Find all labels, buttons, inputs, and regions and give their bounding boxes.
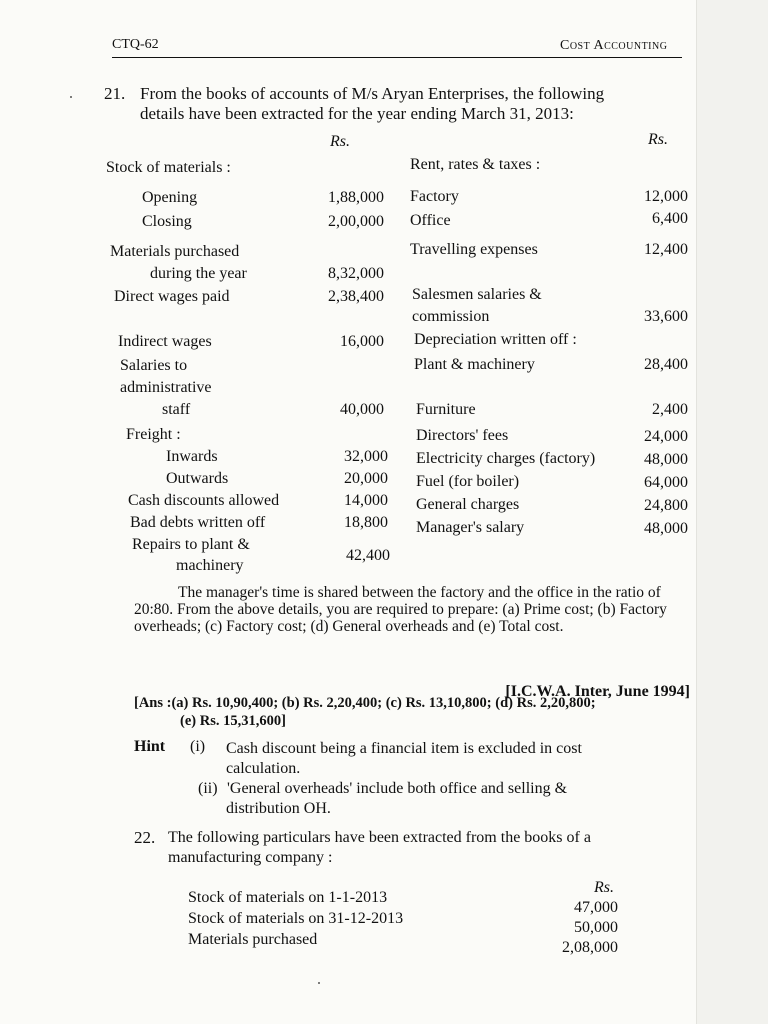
exam-source: [I.C.W.A. Inter, June 1994] <box>505 683 690 700</box>
bad-debts-value: 18,800 <box>344 514 388 531</box>
hint-label: Hint <box>134 738 166 755</box>
inwards-value: 32,000 <box>344 448 388 465</box>
plant-machinery-value: 28,400 <box>644 356 688 373</box>
q22-col-head: Rs. <box>594 879 614 896</box>
materials-purchased-label-2: during the year <box>150 265 247 282</box>
q22-row-value: 50,000 <box>574 919 618 936</box>
hint-1-line1: Cash discount being a financial item is excluded in cost <box>226 740 582 757</box>
q22-row-label: Stock of materials on 31-12-2013 <box>188 910 404 927</box>
materials-purchased-label: Materials purchased <box>110 243 240 260</box>
depreciation-label: Depreciation written off : <box>414 331 577 348</box>
question-22-line1: The following particulars have been extracted from the books of a <box>168 829 591 846</box>
repairs-label-1: Repairs to plant & <box>132 536 250 553</box>
opening-value: 1,88,000 <box>328 189 384 206</box>
fuel-value: 64,000 <box>644 474 688 491</box>
hint-1-line2: calculation. <box>226 760 301 777</box>
answer-line-1: [Ans :(a) Rs. 10,90,400; (b) Rs. 2,20,400; (c) Rs. 13,10,800; (d) Rs. 2,20,800; <box>134 695 596 711</box>
page-edge <box>696 0 768 1024</box>
repairs-label-2: machinery <box>176 557 244 574</box>
answer-line-2: (e) Rs. 15,31,600] <box>180 713 286 729</box>
question-21-line2: details have been extracted for the year ending March 31, 2013: <box>140 104 574 123</box>
page-number-label: CTQ-62 <box>112 37 159 52</box>
general-charges-value: 24,800 <box>644 497 688 514</box>
manager-salary-label: Manager's salary <box>416 519 525 536</box>
materials-purchased-value: 8,32,000 <box>328 265 384 282</box>
q22-row-label: Stock of materials on 1-1-2013 <box>188 889 388 906</box>
direct-wages-label: Direct wages paid <box>114 288 230 305</box>
closing-value: 2,00,000 <box>328 213 384 230</box>
stock-label: Stock of materials : <box>106 159 231 176</box>
salesmen-label-1: Salesmen salaries & <box>412 286 542 303</box>
cash-discounts-label: Cash discounts allowed <box>128 492 280 509</box>
hint-1-number: (i) <box>190 738 206 755</box>
furniture-label: Furniture <box>416 401 476 418</box>
q22-row-value: 2,08,000 <box>562 939 618 956</box>
salaries-label-1: Salaries to <box>120 357 188 374</box>
factory-value: 12,000 <box>644 188 688 205</box>
outwards-label: Outwards <box>166 470 229 487</box>
question-22-line2: manufacturing company : <box>168 849 333 866</box>
electricity-value: 48,000 <box>644 451 688 468</box>
hint-2-number: (ii) <box>198 780 218 797</box>
col-head-right: Rs. <box>648 131 668 148</box>
salesmen-value: 33,600 <box>644 308 688 325</box>
question-21-line1: From the books of accounts of M/s Aryan Enterprises, the following <box>140 84 605 103</box>
general-charges-label: General charges <box>416 496 520 513</box>
opening-label: Opening <box>142 189 198 206</box>
hint-2-line2: distribution OH. <box>226 800 331 817</box>
salesmen-label-2: commission <box>412 308 490 325</box>
question-21-instructions: The manager's time is shared between the factory and the office in the ratio of 20:80. From the above details, you are required to prepare: (a) Prime cost; (b) Factory overheads; (c) Factory cost; (d) General overheads and (e) Total cost. <box>134 584 667 635</box>
rent-label: Rent, rates & taxes : <box>410 156 541 173</box>
salaries-value: 40,000 <box>340 401 384 418</box>
repairs-value: 42,400 <box>346 547 390 564</box>
col-head-left: Rs. <box>330 133 350 150</box>
salaries-label-2: administrative <box>120 379 212 396</box>
indirect-wages-label: Indirect wages <box>118 333 212 350</box>
furniture-value: 2,400 <box>652 401 688 418</box>
travelling-value: 12,400 <box>644 241 688 258</box>
indirect-wages-value: 16,000 <box>340 333 384 350</box>
q22-row-value: 47,000 <box>574 899 618 916</box>
office-value: 6,400 <box>652 210 688 227</box>
scan-speck <box>318 982 320 984</box>
electricity-label: Electricity charges (factory) <box>416 450 596 467</box>
factory-label: Factory <box>410 188 459 205</box>
q22-row-label: Materials purchased <box>188 931 318 948</box>
closing-label: Closing <box>142 213 192 230</box>
question-22-number: 22. <box>134 828 156 847</box>
inwards-label: Inwards <box>166 448 218 465</box>
office-label: Office <box>410 212 451 229</box>
directors-fees-label: Directors' fees <box>416 427 509 444</box>
travelling-label: Travelling expenses <box>410 241 538 258</box>
hint-2-line1: 'General overheads' include both office and selling & <box>227 780 568 797</box>
fuel-label: Fuel (for boiler) <box>416 473 520 490</box>
bad-debts-label: Bad debts written off <box>130 514 266 531</box>
scan-speck <box>70 96 72 98</box>
directors-fees-value: 24,000 <box>644 428 688 445</box>
freight-label: Freight : <box>126 426 181 443</box>
direct-wages-value: 2,38,400 <box>328 288 384 305</box>
outwards-value: 20,000 <box>344 470 388 487</box>
cash-discounts-value: 14,000 <box>344 492 388 509</box>
manager-salary-value: 48,000 <box>644 520 688 537</box>
salaries-label-3: staff <box>162 401 191 418</box>
question-21-number: 21. <box>104 84 126 103</box>
plant-machinery-label: Plant & machinery <box>414 356 535 373</box>
header-rule <box>112 57 682 58</box>
running-header-title: Cost Accounting <box>560 38 668 53</box>
